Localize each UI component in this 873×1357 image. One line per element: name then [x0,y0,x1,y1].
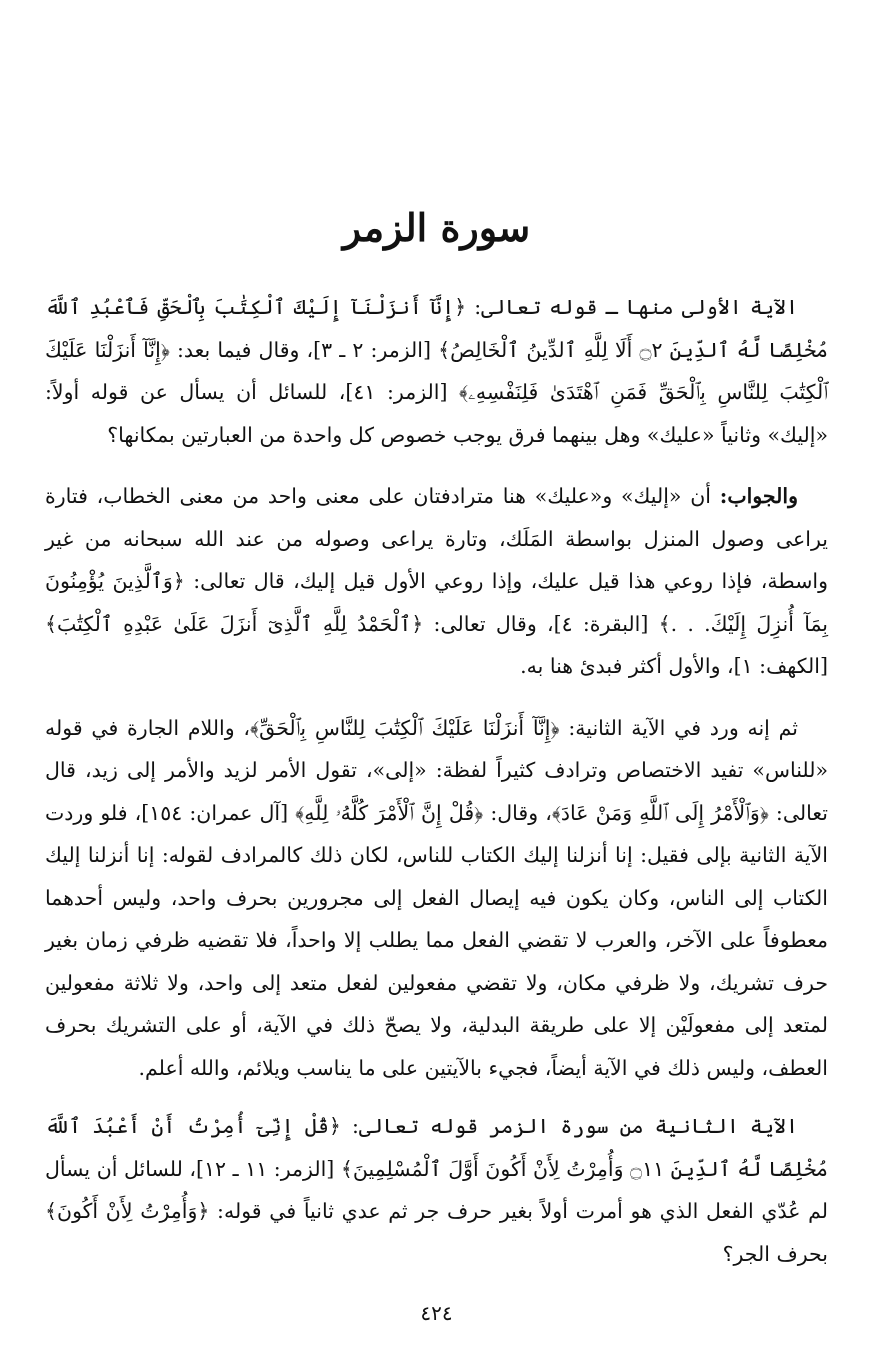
paragraph-answer [45,475,828,688]
surah-title: سورة الزمر [342,205,531,250]
paragraph-text: ثم إنه ورد في الآية الثانية: ﴿إِنَّآ أَنزَلْنَا عَلَيْكَ ٱلْكِتَٰبَ لِلنَّاسِ بِٱلْحَقِّ﴾، واللام الجارة في قوله «للناس» تفيد الاختصاص وترادف كثيراً لفظة: «إلى»، تقول الأمر لزيد والأمر إلى زيد، قال تعالى: ﴿وَٱلْأَمْرُ إِلَى ٱللَّهِ وَمَنْ عَادَ﴾، وقال: ﴿قُلْ إِنَّ ٱلْأَمْرَ كُلَّهُۥ لِلَّهِ﴾ [آل عمران: ١٥٤]، فلو وردت الآية الثانية بإلى فقيل: إنا أنزلنا إليك الكتاب للناس، لكان ذلك كالمرادف لقوله: إنا أنزلنا إليك الكتاب إلى الناس، وكان يكون فيه إيصال الفعل إلى مجرورين بحرف واحد، وليس أحدهما معطوفاً على الآخر، والعرب لا تقضي الفعل مما يطلب إلا واحداً، فلا تقضيه ظرفي زمان بغير حرف تشريك، ولا ظرفي مكان، ولا تقضي مفعولين لفعل متعد إلى واحد، ولا ثلاثة مفعولين لمتعد إلى مفعولَيْن إلا على طريقة البدلية، ولا يصحّ ذلك في الآية، أو على التشريك بحرف العطف، وليس ذلك في الآية أيضاً، فجيء بالآيتين على ما يناسب ويلائم، والله أعلم. [45,715,828,1080]
paragraph-verse-two [45,1105,828,1275]
page-number: ٤٢٤ [420,1301,453,1325]
page-body [45,286,828,1294]
paragraph-text: أن «إليك» و«عليك» هنا مترادفتان على معنى واحد من معنى الخطاب، فتارة يراعى وصول المنزل بواسطة المَلَك، وتارة يراعى وصوله من عند الله سبحانه من غير واسطة، فإذا روعي هذا قيل عليك، وإذا روعي الأول قيل إليك، قال تعالى: ﴿وَٱلَّذِينَ يُؤْمِنُونَ بِمَآ أُنزِلَ إِلَيْكَ. . .﴾ [البقرة: ٤]، وقال تعالى: ﴿ٱلْحَمْدُ لِلَّهِ ٱلَّذِىٓ أَنزَلَ عَلَىٰ عَبْدِهِ ٱلْكِتَٰبَ﴾ [الكهف: ١]، والأول أكثر فبدئ هنا به. [45,484,829,678]
paragraph-text: الآية الأولى منها ـ قوله تعالى: ﴿إِنَّآ أَنزَلْنَآ إِلَيْكَ ٱلْكِتَٰبَ بِٱلْحَقِّ فَٱعْبُدِ ٱللَّهَ مُخْلِصًا لَّهُ ٱلدِّينَ ۝٢ أَلَا لِلَّهِ ٱلدِّينُ ٱلْخَالِصُ﴾ [الزمر: ٢ ـ ٣]، وقال فيما بعد: ﴿إِنَّآ أَنزَلْنَا عَلَيْكَ ٱلْكِتَٰبَ لِلنَّاسِ بِٱلْحَقِّ فَمَنِ ٱهْتَدَىٰ فَلِنَفْسِهِۦ﴾ [الزمر: ٤١]، للسائل أن يسأل عن قوله أولاً: «إليك» وثانياً «عليك» وهل بينهما فرق يوجب خصوص كل واحدة من العبارتين بمكانها؟ [45,295,828,447]
paragraph-verse-one [45,286,828,456]
paragraph-second-verse-discussion [45,707,828,1090]
paragraph-lead: والجواب: [719,484,798,508]
paragraph-text: الآية الثانية من سورة الزمر قوله تعالى: ﴿قُلْ إِنِّىٓ أُمِرْتُ أَنْ أَعْبُدَ ٱللَّهَ مُخْلِصًا لَّهُ ٱلدِّينَ ۝١١ وَأُمِرْتُ لِأَنْ أَكُونَ أَوَّلَ ٱلْمُسْلِمِينَ﴾ [الزمر: ١١ ـ ١٢]، للسائل أن يسأل لم عُدّي الفعل الذي هو أمرت أولاً بغير حرف جر ثم عدي ثانياً في قوله: ﴿وَأُمِرْتُ لِأَنْ أَكُونَ﴾ بحرف الجر؟ [45,1114,828,1266]
